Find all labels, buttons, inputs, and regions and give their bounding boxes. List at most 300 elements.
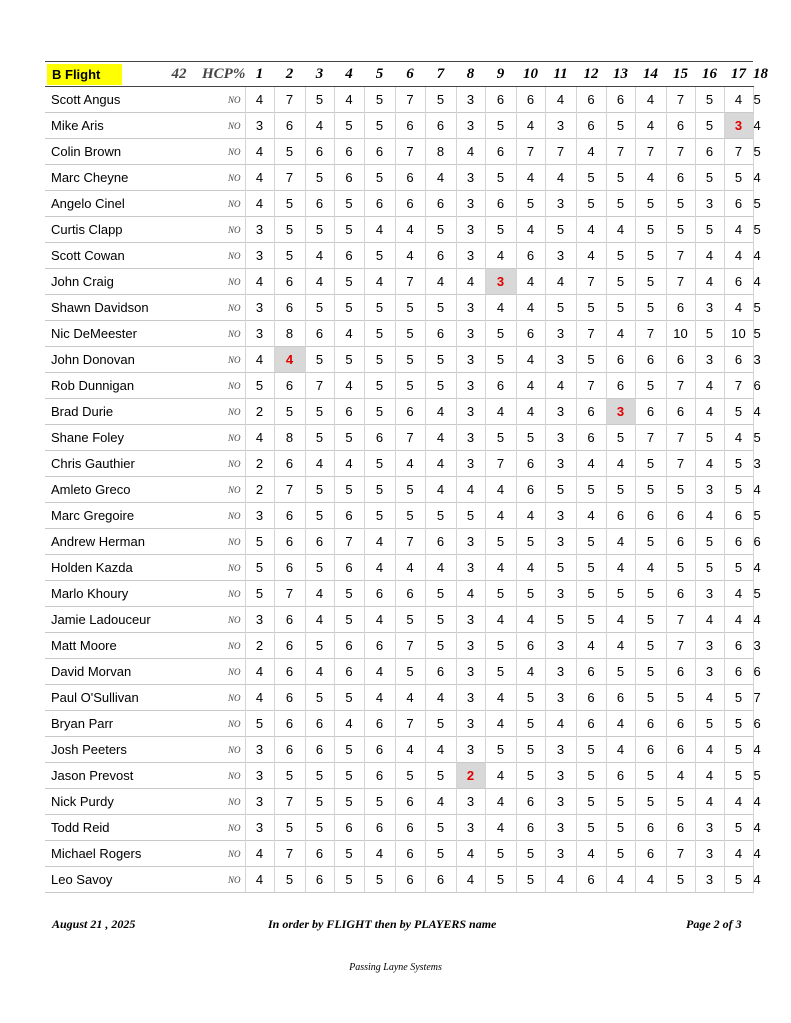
hole-score: 5 [395, 347, 425, 373]
hole-score: 3 [695, 191, 724, 217]
hole-score: 5 [576, 737, 606, 763]
hole-score: 4 [305, 451, 334, 477]
hole-score: 4 [606, 321, 635, 347]
hole-score: 5 [635, 529, 666, 555]
hole-score: 4 [456, 269, 485, 295]
player-name: Andrew Herman [51, 534, 145, 549]
player-hcp: NO [227, 432, 241, 443]
hole-score: 7 [395, 529, 425, 555]
hole-score: 4 [695, 503, 724, 529]
hole-score: 7 [666, 451, 695, 477]
hole-score: 5 [425, 503, 456, 529]
hole-score: 5 [545, 607, 576, 633]
hole-score: 6 [724, 269, 753, 295]
footer-date: August 21 , 2025 [52, 917, 136, 931]
hole-score: 4 [456, 867, 485, 893]
hole-score: 5 [334, 607, 364, 633]
hole-score: 5 [635, 477, 666, 503]
hole-score: 5 [606, 659, 635, 685]
hole-score: 6 [395, 841, 425, 867]
hole-header: 8 [456, 62, 485, 87]
hole-score: 5 [364, 165, 395, 191]
hole-score: 3 [695, 347, 724, 373]
hole-score: 6 [395, 113, 425, 139]
hole-score: 5 [516, 425, 545, 451]
hole-score: 3 [456, 711, 485, 737]
hole-score: 5 [485, 425, 516, 451]
table-row: Bryan Parr NO 5 6 6 4 6 7 5 3 4 5 4 6 4 6 6 5 5 6 [45, 711, 753, 737]
hole-score: 4 [334, 373, 364, 399]
hole-score: 4 [334, 711, 364, 737]
hole-score: 4 [695, 373, 724, 399]
hole-score: 6 [274, 269, 305, 295]
hole-score: 3 [545, 581, 576, 607]
hole-score: 4 [606, 217, 635, 243]
hole-score: 6 [666, 711, 695, 737]
hole-score: 5 [274, 815, 305, 841]
hole-score: 6 [334, 633, 364, 659]
hole-score: 3 [456, 295, 485, 321]
hole-score: 5 [334, 347, 364, 373]
hole-score: 4 [724, 607, 753, 633]
hole-score: 6 [485, 191, 516, 217]
hole-score: 4 [576, 633, 606, 659]
hole-score: 3 [545, 399, 576, 425]
hole-score: 4 [724, 243, 753, 269]
hole-score: 5 [456, 503, 485, 529]
hole-score: 5 [606, 295, 635, 321]
hole-score: 3 [545, 659, 576, 685]
hole-score: 3 [245, 113, 274, 139]
hole-score: 4 [485, 607, 516, 633]
player-name: Nick Purdy [51, 794, 114, 809]
hole-score: 4 [485, 789, 516, 815]
player-name: Curtis Clapp [51, 222, 123, 237]
hole-score: 4 [516, 269, 545, 295]
hole-score: 5 [395, 373, 425, 399]
player-name: Josh Peeters [51, 742, 127, 757]
hole-score: 5 [606, 243, 635, 269]
hole-score: 5 [305, 685, 334, 711]
hole-score: 5 [606, 269, 635, 295]
table-row: Marc Cheyne NO 4 7 5 6 5 6 4 3 5 4 4 5 5 4 6 5 5 4 [45, 165, 753, 191]
hole-score: 6 [305, 321, 334, 347]
hole-score: 4 [516, 503, 545, 529]
player-name: Marc Cheyne [51, 170, 129, 185]
player-hcp: NO [227, 510, 241, 521]
hole-score: 5 [274, 139, 305, 165]
table-row: Amleto Greco NO 2 7 5 5 5 5 4 4 4 6 5 5 5 5 5 3 5 4 [45, 477, 753, 503]
hole-score: 6 [635, 503, 666, 529]
player-hcp: NO [227, 380, 241, 391]
hole-score: 5 [364, 113, 395, 139]
table-row: John Craig NO 4 6 4 5 4 7 4 4 3 4 4 7 5 5 7 4 6 4 [45, 269, 753, 295]
hole-score: 5 [606, 815, 635, 841]
hole-score: 5 [305, 763, 334, 789]
hole-score: 5 [516, 685, 545, 711]
hole-score: 3 [545, 425, 576, 451]
player-name: Brad Durie [51, 404, 114, 419]
hole-score: 5 [425, 763, 456, 789]
hole-score: 5 [395, 607, 425, 633]
hole-score: 5 [516, 581, 545, 607]
table-row: Nic DeMeester NO 3 8 6 4 5 5 6 3 5 6 3 7 4 7 10 5 10 5 [45, 321, 753, 347]
hole-score: 5 [364, 321, 395, 347]
hole-score: 3 [456, 685, 485, 711]
hole-score: 6 [334, 503, 364, 529]
hole-score: 4 [606, 711, 635, 737]
hole-score: 4 [456, 139, 485, 165]
footer-company: Passing Layne Systems [349, 962, 442, 973]
hole-score: 6 [395, 815, 425, 841]
hole-score: 7 [274, 581, 305, 607]
hole-score: 4 [425, 685, 456, 711]
hole-score: 4 [516, 555, 545, 581]
hole-score: 4 [724, 295, 753, 321]
hole-score: 6 [334, 165, 364, 191]
hole-score: 5 [666, 867, 695, 893]
hole-score: 6 [425, 321, 456, 347]
hole-score: 5 [245, 555, 274, 581]
hole-score: 6 [516, 815, 545, 841]
hole-score: 5 [334, 269, 364, 295]
hole-score: 4 [395, 685, 425, 711]
hole-score: 4 [695, 763, 724, 789]
hole-score: 4 [364, 841, 395, 867]
hole-score: 5 [425, 607, 456, 633]
hole-score: 6 [666, 399, 695, 425]
hole-score: 7 [666, 87, 695, 113]
hole-score: 6 [274, 373, 305, 399]
hole-score: 4 [305, 243, 334, 269]
hole-score: 4 [245, 347, 274, 373]
hole-score: 6 [666, 295, 695, 321]
hole-score: 4 [485, 477, 516, 503]
hole-score: 3 [456, 425, 485, 451]
player-hcp: NO [227, 484, 241, 495]
player-name: Mike Aris [51, 118, 104, 133]
hole-score: 4 [425, 269, 456, 295]
hole-score: 5 [364, 295, 395, 321]
hole-score: 6 [516, 243, 545, 269]
hole-score: 5 [425, 87, 456, 113]
hole-score: 6 [576, 399, 606, 425]
hole-score: 5 [334, 191, 364, 217]
hole-score: 5 [635, 243, 666, 269]
hole-header: 3 [305, 62, 334, 87]
table-row: Nick Purdy NO 3 7 5 5 5 6 4 3 4 6 3 5 5 5 5 4 4 4 [45, 789, 753, 815]
hole-score: 3 [545, 737, 576, 763]
hole-score: 5 [334, 867, 364, 893]
hole-score: 5 [334, 113, 364, 139]
hole-score: 5 [516, 711, 545, 737]
hole-score: 4 [245, 867, 274, 893]
hole-score: 5 [334, 425, 364, 451]
hole-score: 6 [305, 841, 334, 867]
hole-score: 5 [695, 529, 724, 555]
hole-score: 5 [485, 165, 516, 191]
hole-score: 5 [695, 711, 724, 737]
hole-score: 3 [545, 243, 576, 269]
hole-header: 2 [274, 62, 305, 87]
hole-score: 5 [516, 191, 545, 217]
hole-score: 6 [516, 451, 545, 477]
hole-score: 4 [364, 607, 395, 633]
hole-score: 4 [485, 711, 516, 737]
hole-score: 5 [245, 711, 274, 737]
hole-score: 3 [456, 529, 485, 555]
hole-score: 8 [425, 139, 456, 165]
hole-score: 7 [666, 425, 695, 451]
hole-score: 10 [666, 321, 695, 347]
hole-score: 5 [334, 217, 364, 243]
hole-score: 6 [635, 711, 666, 737]
table-row: Shawn Davidson NO 3 6 5 5 5 5 5 3 4 4 5 5 5 5 6 3 4 5 [45, 295, 753, 321]
hole-score: 5 [724, 867, 753, 893]
hole-score: 4 [516, 165, 545, 191]
hole-score: 5 [724, 763, 753, 789]
hole-score: 5 [485, 113, 516, 139]
hole-score: 4 [695, 685, 724, 711]
hole-score: 4 [545, 87, 576, 113]
player-hcp: NO [227, 250, 241, 261]
hole-score: 5 [305, 555, 334, 581]
hole-score: 3 [545, 503, 576, 529]
hole-score: 5 [724, 685, 753, 711]
hole-score: 4 [334, 87, 364, 113]
hole-score: 5 [724, 165, 753, 191]
hole-score: 5 [425, 711, 456, 737]
hole-score: 4 [695, 269, 724, 295]
hole-score: 6 [334, 139, 364, 165]
hole-score: 5 [545, 217, 576, 243]
hole-score: 6 [425, 659, 456, 685]
hole-score: 4 [635, 867, 666, 893]
hole-score: 6 [395, 399, 425, 425]
hole-score: 3 [456, 347, 485, 373]
table-row: Angelo Cinel NO 4 5 6 5 6 6 6 3 6 5 3 5 5 5 5 3 6 5 [45, 191, 753, 217]
hole-score: 5 [576, 347, 606, 373]
hole-score: 5 [545, 295, 576, 321]
hole-score: 4 [485, 555, 516, 581]
hole-score: 5 [635, 295, 666, 321]
hole-header: 7 [425, 62, 456, 87]
hole-score: 6 [395, 165, 425, 191]
hole-score: 5 [635, 451, 666, 477]
flight-cell [45, 62, 156, 87]
hole-score: 3 [545, 763, 576, 789]
table-row: Scott Cowan NO 3 5 4 6 5 4 6 3 4 6 3 4 5 5 7 4 4 4 [45, 243, 753, 269]
hole-score: 4 [425, 737, 456, 763]
hole-score: 4 [245, 425, 274, 451]
hole-score: 5 [576, 295, 606, 321]
table-row: Brad Durie NO 2 5 5 6 5 6 4 3 4 4 3 6 3 6 6 4 5 4 [45, 399, 753, 425]
hole-score: 4 [485, 763, 516, 789]
hole-header: 6 [395, 62, 425, 87]
hole-score: 7 [274, 841, 305, 867]
hole-score: 6 [724, 347, 753, 373]
hole-score: 5 [305, 815, 334, 841]
hole-score: 6 [606, 373, 635, 399]
hole-score: 3 [456, 815, 485, 841]
hole-score: 4 [635, 113, 666, 139]
hole-score: 6 [334, 243, 364, 269]
hole-score: 3 [245, 243, 274, 269]
player-name: Leo Savoy [51, 872, 113, 887]
hole-score: 3 [456, 165, 485, 191]
hole-score: 3 [695, 659, 724, 685]
player-hcp: NO [227, 94, 241, 105]
hole-score: 7 [635, 139, 666, 165]
hole-score: 7 [606, 139, 635, 165]
hole-score: 4 [635, 87, 666, 113]
hole-score: 6 [666, 815, 695, 841]
hole-score: 5 [364, 789, 395, 815]
hole-score: 5 [724, 477, 753, 503]
hole-score: 5 [635, 659, 666, 685]
hole-score: 4 [695, 737, 724, 763]
hole-score: 6 [305, 139, 334, 165]
hole-header: 13 [606, 62, 635, 87]
hole-score: 6 [334, 659, 364, 685]
player-name: Chris Gauthier [51, 456, 135, 471]
hole-score: 5 [576, 607, 606, 633]
hole-score: 4 [695, 243, 724, 269]
header-row: B Flight 42 HCP% 1 2 3 4 5 6 7 8 9 10 11 12 13 14 15 16 17 18 [45, 62, 753, 87]
hole-score: 6 [364, 763, 395, 789]
hole-score: 6 [724, 633, 753, 659]
hole-score: 6 [516, 477, 545, 503]
hole-score: 6 [364, 815, 395, 841]
hole-score: 4 [576, 841, 606, 867]
hole-score: 6 [606, 347, 635, 373]
hole-score: 6 [635, 347, 666, 373]
hole-score: 3 [245, 815, 274, 841]
hole-score: 5 [485, 321, 516, 347]
hole-score: 5 [334, 737, 364, 763]
hole-score: 5 [606, 425, 635, 451]
hole-score: 3 [545, 191, 576, 217]
player-hcp: NO [227, 302, 241, 313]
player-name: Shawn Davidson [51, 300, 149, 315]
hole-score: 5 [724, 451, 753, 477]
player-hcp: NO [227, 198, 241, 209]
hole-score: 4 [485, 815, 516, 841]
hole-score: 6 [576, 87, 606, 113]
hole-score: 4 [576, 139, 606, 165]
hole-score: 3 [695, 633, 724, 659]
hole-score: 4 [334, 451, 364, 477]
table-row: Scott Angus NO 4 7 5 4 5 7 5 3 6 6 4 6 6 4 7 5 4 5 [45, 87, 753, 113]
hole-score: 5 [724, 737, 753, 763]
player-name: Todd Reid [51, 820, 110, 835]
hole-score: 6 [364, 581, 395, 607]
hole-score: 4 [245, 685, 274, 711]
player-name: Amleto Greco [51, 482, 131, 497]
hole-score: 8 [274, 321, 305, 347]
hole-header: 12 [576, 62, 606, 87]
hole-score: 7 [395, 633, 425, 659]
hole-score: 3 [456, 113, 485, 139]
hole-score: 5 [485, 347, 516, 373]
hole-score: 4 [425, 555, 456, 581]
player-hcp: NO [227, 458, 241, 469]
hole-score: 3 [245, 321, 274, 347]
hole-score: 7 [395, 425, 425, 451]
hole-score: 2 [245, 477, 274, 503]
hole-score: 7 [334, 529, 364, 555]
hole-score: 4 [576, 243, 606, 269]
hole-score: 6 [334, 399, 364, 425]
hole-score: 6 [305, 867, 334, 893]
player-hcp: NO [227, 276, 241, 287]
hole-score: 4 [606, 633, 635, 659]
hole-score: 4 [516, 659, 545, 685]
hole-score: 7 [395, 139, 425, 165]
table-row: Andrew Herman NO 5 6 6 7 4 7 6 3 5 5 3 5 4 5 6 5 6 6 [45, 529, 753, 555]
hole-score: 6 [364, 711, 395, 737]
hole-score: 6 [516, 633, 545, 659]
hole-score: 6 [724, 503, 753, 529]
hole-score: 4 [606, 737, 635, 763]
hole-score: 5 [305, 789, 334, 815]
player-name: Marc Gregoire [51, 508, 135, 523]
scorecard-table [45, 61, 768, 893]
hole-score: 4 [425, 399, 456, 425]
hole-score: 7 [274, 477, 305, 503]
player-name: Marlo Khoury [51, 586, 129, 601]
player-hcp: NO [227, 848, 241, 859]
hole-score: 6 [485, 139, 516, 165]
table-row: Paul O'Sullivan NO 4 6 5 5 4 4 4 3 4 5 3 6 6 5 5 4 5 7 [45, 685, 753, 711]
hole-header: 10 [516, 62, 545, 87]
hole-score: 5 [666, 555, 695, 581]
hole-score: 6 [576, 685, 606, 711]
hole-score: 5 [334, 685, 364, 711]
hole-score: 5 [485, 217, 516, 243]
hole-score: 6 [724, 659, 753, 685]
hole-score: 5 [485, 633, 516, 659]
hole-score: 3 [245, 607, 274, 633]
hole-score: 4 [456, 477, 485, 503]
hole-score: 5 [516, 841, 545, 867]
hole-score: 4 [245, 269, 274, 295]
hole-score: 5 [274, 217, 305, 243]
hole-score: 6 [334, 555, 364, 581]
hole-score: 5 [576, 555, 606, 581]
hole-score: 5 [364, 347, 395, 373]
table-row: Todd Reid NO 3 5 5 6 6 6 5 3 4 6 3 5 5 6 6 3 5 4 [45, 815, 753, 841]
table-row: Josh Peeters NO 3 6 6 5 6 4 4 3 5 5 3 5 4 6 6 4 5 4 [45, 737, 753, 763]
hole-score: 4 [305, 269, 334, 295]
table-row: Chris Gauthier NO 2 6 4 4 5 4 4 3 7 6 3 4 4 5 7 4 5 3 [45, 451, 753, 477]
hole-score: 6 [305, 711, 334, 737]
hole-score: 5 [425, 295, 456, 321]
hole-score: 3 [695, 815, 724, 841]
hole-score: 3 [545, 789, 576, 815]
hole-score: 5 [695, 425, 724, 451]
hole-score: 6 [274, 685, 305, 711]
player-name: Colin Brown [51, 144, 122, 159]
hole-score: 3 [456, 555, 485, 581]
hole-score: 3 [456, 633, 485, 659]
hole-score: 6 [635, 841, 666, 867]
hole-score: 6 [425, 529, 456, 555]
hole-score: 5 [635, 191, 666, 217]
player-hcp: NO [227, 224, 241, 235]
player-name: Nic DeMeester [51, 326, 137, 341]
hole-score: 5 [635, 685, 666, 711]
